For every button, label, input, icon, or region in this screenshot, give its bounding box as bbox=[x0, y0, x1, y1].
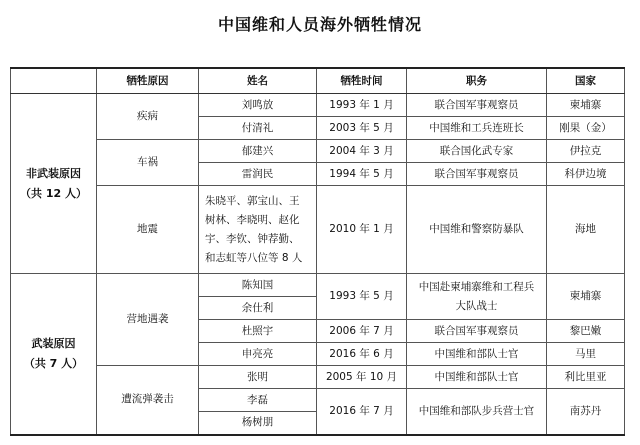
category-label: 非武装原因 bbox=[26, 166, 81, 180]
cause-cell: 地震 bbox=[97, 186, 199, 274]
category-non-combat bbox=[11, 94, 97, 274]
casualties-table bbox=[10, 67, 625, 436]
name-cell: 雷润民 bbox=[199, 163, 317, 186]
duty-cell: 中国维和部队士官 bbox=[407, 366, 547, 389]
country-cell: 南苏丹 bbox=[547, 389, 625, 435]
time-cell: 1993 年 1 月 bbox=[317, 94, 407, 117]
country-cell: 柬埔寨 bbox=[547, 274, 625, 320]
page-title: 中国维和人员海外牺牲情况 bbox=[217, 15, 422, 34]
name-cell: 余仕利 bbox=[199, 297, 317, 320]
category-combat bbox=[11, 274, 97, 435]
cause-cell: 遭流弹袭击 bbox=[97, 366, 199, 435]
country-cell: 伊拉克 bbox=[547, 140, 625, 163]
time-cell: 2003 年 5 月 bbox=[317, 117, 407, 140]
name-cell: 杨树朋 bbox=[199, 412, 317, 435]
name-line: 朱晓平、郭宝山、王 bbox=[205, 194, 300, 207]
country-cell: 利比里亚 bbox=[547, 366, 625, 389]
country-cell: 刚果（金） bbox=[547, 117, 625, 140]
duty-cell bbox=[407, 274, 547, 320]
name-cell: 陈知国 bbox=[199, 274, 317, 297]
country-cell: 黎巴嫩 bbox=[547, 320, 625, 343]
header-country: 国家 bbox=[547, 68, 625, 94]
name-cell: 杜照宇 bbox=[199, 320, 317, 343]
duty-cell: 联合国军事观察员 bbox=[407, 94, 547, 117]
duty-cell: 中国维和工兵连班长 bbox=[407, 117, 547, 140]
name-cell: 李磊 bbox=[199, 389, 317, 412]
time-cell: 2016 年 6 月 bbox=[317, 343, 407, 366]
category-count: （共 7 人） bbox=[23, 356, 84, 370]
table-row bbox=[11, 186, 625, 274]
duty-cell: 中国维和部队士官 bbox=[407, 343, 547, 366]
duty-cell: 中国维和部队步兵营士官 bbox=[407, 389, 547, 435]
table-row bbox=[11, 274, 625, 297]
header-category bbox=[11, 68, 97, 94]
duty-cell: 联合国化武专家 bbox=[407, 140, 547, 163]
table-row bbox=[11, 366, 625, 389]
country-cell: 海地 bbox=[547, 186, 625, 274]
table-row bbox=[11, 94, 625, 117]
name-cell: 付清礼 bbox=[199, 117, 317, 140]
time-cell: 2016 年 7 月 bbox=[317, 389, 407, 435]
cause-cell: 疾病 bbox=[97, 94, 199, 140]
name-cell: 郁建兴 bbox=[199, 140, 317, 163]
time-cell: 2010 年 1 月 bbox=[317, 186, 407, 274]
name-line: 宇、李钦、钟荐勤、 bbox=[205, 232, 300, 245]
cause-cell: 车祸 bbox=[97, 140, 199, 186]
name-cell-multi bbox=[199, 186, 317, 274]
header-row bbox=[11, 68, 625, 94]
duty-cell: 中国维和警察防暴队 bbox=[407, 186, 547, 274]
header-name: 姓名 bbox=[199, 68, 317, 94]
name-cell: 刘鸣放 bbox=[199, 94, 317, 117]
country-cell: 柬埔寨 bbox=[547, 94, 625, 117]
time-cell: 2006 年 7 月 bbox=[317, 320, 407, 343]
time-cell: 1994 年 5 月 bbox=[317, 163, 407, 186]
category-count: （共 12 人） bbox=[20, 186, 87, 200]
header-time: 牺牲时间 bbox=[317, 68, 407, 94]
country-cell: 马里 bbox=[547, 343, 625, 366]
header-cause: 牺牲原因 bbox=[97, 68, 199, 94]
duty-line: 大队战士 bbox=[455, 299, 498, 312]
table-row bbox=[11, 140, 625, 163]
name-line: 树林、李晓明、赵化 bbox=[205, 213, 300, 226]
name-cell: 张明 bbox=[199, 366, 317, 389]
category-label: 武装原因 bbox=[31, 336, 76, 350]
duty-line: 中国赴柬埔寨维和工程兵 bbox=[418, 280, 535, 293]
header-duty: 职务 bbox=[407, 68, 547, 94]
duty-cell: 联合国军事观察员 bbox=[407, 320, 547, 343]
duty-cell: 联合国军事观察员 bbox=[407, 163, 547, 186]
name-cell: 申亮亮 bbox=[199, 343, 317, 366]
country-cell: 科伊边境 bbox=[547, 163, 625, 186]
time-cell: 2005 年 10 月 bbox=[317, 366, 407, 389]
name-line: 和志虹等八位等 8 人 bbox=[205, 251, 303, 264]
cause-cell: 营地遇袭 bbox=[97, 274, 199, 366]
time-cell: 2004 年 3 月 bbox=[317, 140, 407, 163]
time-cell: 1993 年 5 月 bbox=[317, 274, 407, 320]
